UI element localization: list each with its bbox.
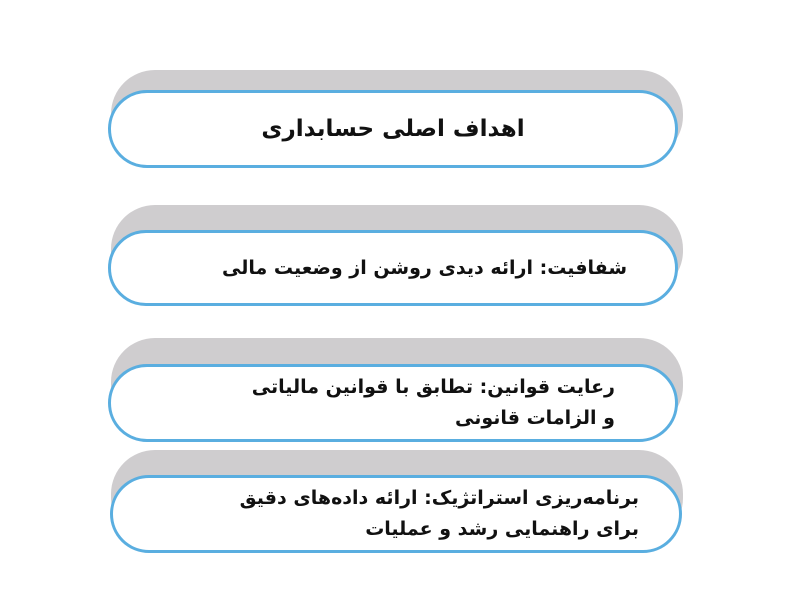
goal-text	[212, 372, 675, 434]
goal-card-transparency	[108, 205, 684, 305]
goal-text: شفافیت: ارائه دیدی روشن از وضعیت مالی	[222, 256, 627, 279]
goal-card-compliance	[108, 338, 684, 442]
goal-card-pill	[108, 230, 678, 306]
goal-text-line-1: رعایت قوانین: تطابق با قوانین مالیاتی	[251, 376, 615, 398]
goal-card-pill	[108, 364, 678, 442]
goal-text-line-2: و الزامات قانونی	[455, 407, 615, 429]
title-card-pill	[108, 90, 678, 168]
goal-text-line-2: برای راهنمایی رشد و عملیات	[365, 518, 639, 540]
title-card	[108, 70, 684, 170]
goal-text	[200, 483, 679, 545]
diagram-title: اهداف اصلی حسابداری	[261, 115, 525, 142]
goal-card-strategic-planning	[108, 450, 684, 554]
goal-text-line-1: برنامه‌ریزی استراتژیک: ارائه داده‌های دقیق	[239, 487, 639, 509]
goal-card-pill	[110, 475, 682, 553]
